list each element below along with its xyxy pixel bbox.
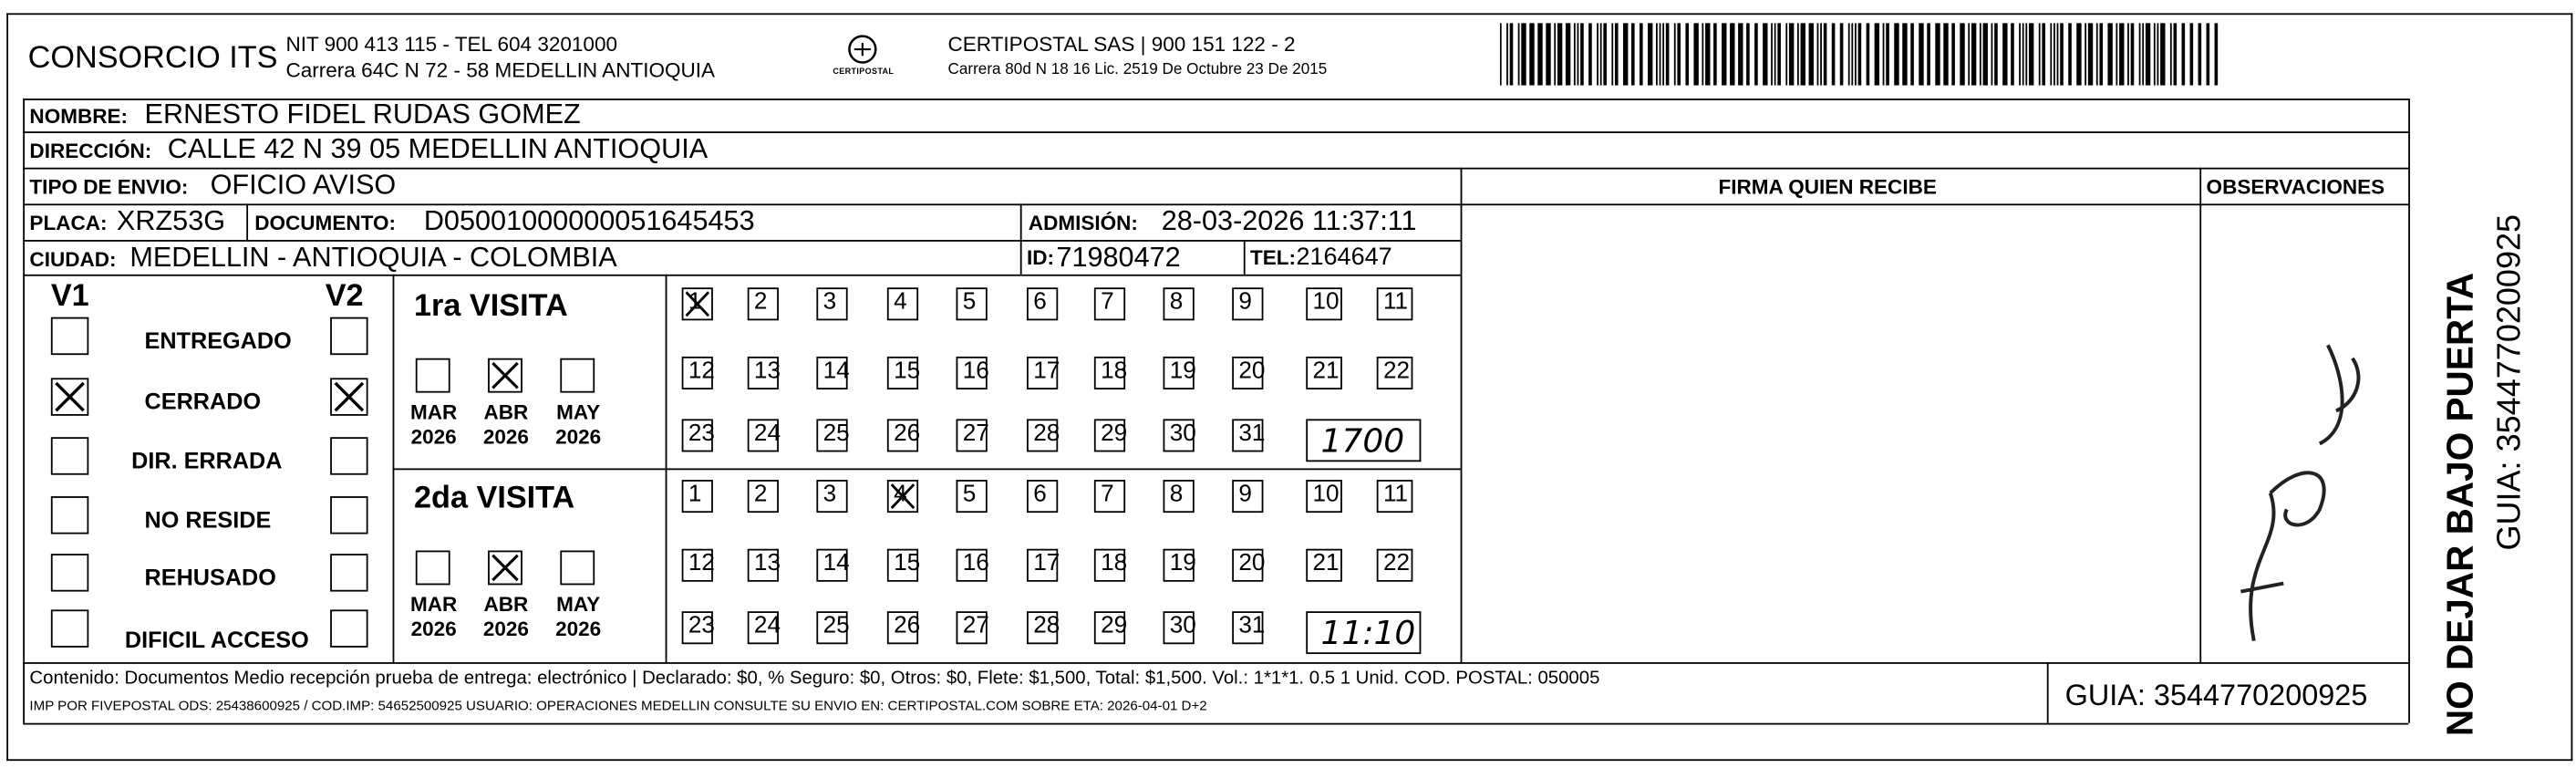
barcode-bar xyxy=(1971,23,1976,85)
grid-firma-divider xyxy=(1461,168,1463,662)
barcode-bar xyxy=(2107,23,2112,85)
barcode-bar xyxy=(1980,23,1981,85)
day-box-12[interactable]: 12 xyxy=(682,549,713,582)
footer-imp: IMP POR FIVEPOSTAL ODS: 25438600925 / COD.IMP: 54652500925 USUARIO: OPERACIONES MEDELLIN CONSULTE SU ENVIO EN: CERTIPOSTAL.COM SOBRE ETA: 2026-04-01 D+2 xyxy=(29,696,1207,713)
barcode-bar xyxy=(1557,23,1562,85)
day-box-19[interactable]: 19 xyxy=(1164,549,1195,582)
barcode-bar xyxy=(1840,23,1844,85)
barcode-bar xyxy=(1580,23,1584,85)
barcode-bar xyxy=(2127,23,2129,85)
month-year: 2026 xyxy=(482,425,529,449)
placa-value: XRZ53G xyxy=(116,205,226,237)
barcode-bar xyxy=(1660,23,1661,85)
day-box-2[interactable]: 2 xyxy=(748,480,779,513)
bottom-border xyxy=(6,759,2572,761)
barcode-bar xyxy=(1848,23,1850,85)
month-label: MAR xyxy=(409,593,458,617)
day-box-16[interactable]: 16 xyxy=(957,549,988,582)
barcode-bar xyxy=(1801,23,1805,85)
barcode-bar xyxy=(1702,23,1703,85)
month-label: MAY xyxy=(556,400,601,424)
day-box-5[interactable]: 5 xyxy=(957,287,988,320)
status-v2-checkbox[interactable] xyxy=(330,496,367,534)
barcode-bar xyxy=(1529,23,1534,85)
month-year: 2026 xyxy=(482,618,529,641)
day-box-24[interactable]: 24 xyxy=(748,611,779,644)
day-box-7[interactable]: 7 xyxy=(1094,287,1125,320)
day-box-9[interactable]: 9 xyxy=(1232,480,1263,513)
x-mark-icon xyxy=(490,552,521,583)
barcode-bar xyxy=(2085,23,2086,85)
visit-time-box: 1700 xyxy=(1306,419,1421,462)
month-year: 2026 xyxy=(555,618,602,641)
day-box-10[interactable]: 10 xyxy=(1306,480,1342,513)
barcode-bar xyxy=(2088,23,2093,85)
day-box-7[interactable]: 7 xyxy=(1094,480,1125,513)
direccion-label: DIRECCIÓN: xyxy=(29,140,152,163)
barcode-bar xyxy=(2060,23,2064,85)
barcode-bar xyxy=(1809,23,1814,85)
day-box-15[interactable]: 15 xyxy=(887,549,918,582)
day-box-20[interactable]: 20 xyxy=(1232,549,1263,582)
month-label: ABR xyxy=(483,593,529,617)
barcode-bar xyxy=(2190,23,2194,85)
tel-value: 2164647 xyxy=(1296,243,1392,272)
day-box-21[interactable]: 21 xyxy=(1306,549,1342,582)
grid-tel-divider xyxy=(1244,240,1246,275)
barcode-bar xyxy=(1935,23,1940,85)
barcode-bar xyxy=(2019,23,2021,85)
status-v2-checkbox[interactable] xyxy=(330,609,367,647)
barcode-bar xyxy=(1648,23,1652,85)
barcode-bar xyxy=(1774,23,1776,85)
month-checkbox[interactable] xyxy=(416,358,450,393)
barcode-bar xyxy=(2057,23,2059,85)
grid-line-5 xyxy=(23,275,1460,276)
day-box-31[interactable]: 31 xyxy=(1232,419,1263,451)
visit-title: 1ra VISITA xyxy=(414,289,568,324)
barcode-bar xyxy=(1510,23,1514,85)
day-box-8[interactable]: 8 xyxy=(1164,287,1195,320)
side-guia: GUIA: 3544770200925 xyxy=(2492,213,2529,551)
status-label: NO RESIDE xyxy=(144,505,272,533)
barcode-bar xyxy=(2068,23,2072,85)
status-v1-checkbox[interactable] xyxy=(51,437,88,474)
day-box-5[interactable]: 5 xyxy=(957,480,988,513)
nombre-value: ERNESTO FIDEL RUDAS GOMEZ xyxy=(144,99,581,130)
day-box-6[interactable]: 6 xyxy=(1027,287,1058,320)
day-box-13[interactable]: 13 xyxy=(748,549,779,582)
right-border xyxy=(2571,13,2573,761)
barcode-bar xyxy=(1623,23,1628,85)
barcode-bar xyxy=(1968,23,1970,85)
barcode-bar xyxy=(2160,23,2165,85)
status-v1-checkbox[interactable] xyxy=(51,317,88,355)
barcode-bar xyxy=(2096,23,2098,85)
day-box-29[interactable]: 29 xyxy=(1094,419,1125,451)
status-label: REHUSADO xyxy=(144,563,276,590)
status-label: ENTREGADO xyxy=(144,327,292,354)
barcode-bar xyxy=(2182,23,2186,85)
barcode-bar xyxy=(1597,23,1598,85)
day-box-15[interactable]: 15 xyxy=(887,357,918,389)
day-box-27[interactable]: 27 xyxy=(957,419,988,451)
barcode-bar xyxy=(1588,23,1592,85)
month-year: 2026 xyxy=(555,425,602,449)
grid-admision-divider xyxy=(1020,203,1022,274)
barcode-bar xyxy=(2042,23,2045,85)
barcode-bar xyxy=(1685,23,1689,85)
barcode-bar xyxy=(2157,23,2159,85)
day-box-31[interactable]: 31 xyxy=(1232,611,1263,644)
barcode-bar xyxy=(1600,23,1602,85)
company-nit-line: NIT 900 413 115 - TEL 604 3201000 xyxy=(285,33,618,57)
footer-contenido: Contenido: Documentos Medio recepción prueba de entrega: electrónico | Declarado: $0, % Seguro: $0, Otros: $0, Flete: $1,500, Total: $1,500. Vol.: 1*1*1. 0.5 1 Unid. COD. POSTAL: 050005 xyxy=(29,669,1600,689)
day-box-6[interactable]: 6 xyxy=(1027,480,1058,513)
day-box-2[interactable]: 2 xyxy=(748,287,779,320)
day-box-13[interactable]: 13 xyxy=(748,357,779,389)
day-box-22[interactable]: 22 xyxy=(1377,357,1413,389)
day-box-12[interactable]: 12 xyxy=(682,357,713,389)
top-border xyxy=(6,13,2572,15)
barcode-bar xyxy=(1546,23,1550,85)
month-label: MAY xyxy=(556,593,601,617)
day-box-18[interactable]: 18 xyxy=(1094,357,1125,389)
barcode-bar xyxy=(1640,23,1643,85)
admision-label: ADMISIÓN: xyxy=(1028,212,1138,235)
barcode-bar xyxy=(1771,23,1773,85)
grid-line-bottom xyxy=(23,723,2408,725)
v1-label: V1 xyxy=(50,279,89,315)
documento-label: DOCUMENTO: xyxy=(254,212,396,235)
barcode-bar xyxy=(2023,23,2024,85)
day-box-23[interactable]: 23 xyxy=(682,419,713,451)
day-box-30[interactable]: 30 xyxy=(1164,419,1195,451)
footer-guia: GUIA: 3544770200925 xyxy=(2064,679,2368,712)
v2-label: V2 xyxy=(325,279,364,315)
grid-obs-divider xyxy=(2199,168,2201,662)
month-checkbox[interactable] xyxy=(560,358,595,393)
x-mark-icon xyxy=(490,360,521,391)
day-box-22[interactable]: 22 xyxy=(1377,549,1413,582)
barcode-bar xyxy=(2116,23,2117,85)
barcode-bar xyxy=(2139,23,2141,85)
day-box-1[interactable]: 1 xyxy=(682,287,713,320)
month-year: 2026 xyxy=(410,618,457,641)
day-box-26[interactable]: 26 xyxy=(887,611,918,644)
tipo-envio-value: OFICIO AVISO xyxy=(210,169,397,201)
nombre-label: NOMBRE: xyxy=(29,105,129,129)
barcode-bar xyxy=(1824,23,1827,85)
day-box-28[interactable]: 28 xyxy=(1027,419,1058,451)
barcode-bar xyxy=(2099,23,2103,85)
barcode-bar xyxy=(2170,23,2172,85)
x-mark-icon xyxy=(683,289,711,318)
visit-panel-separator xyxy=(393,468,1461,470)
barcode-bar xyxy=(2039,23,2041,85)
day-box-9[interactable]: 9 xyxy=(1232,287,1263,320)
day-box-28[interactable]: 28 xyxy=(1027,611,1058,644)
month-year: 2026 xyxy=(410,425,457,449)
month-checkbox[interactable] xyxy=(416,551,450,586)
barcode-bar xyxy=(1983,23,1988,85)
signature-text xyxy=(2215,476,2223,478)
day-box-4[interactable]: 4 xyxy=(887,287,918,320)
status-label: CERRADO xyxy=(144,388,262,415)
barcode-bar xyxy=(1894,23,1898,85)
day-box-17[interactable]: 17 xyxy=(1027,357,1058,389)
barcode xyxy=(1500,23,2226,85)
barcode-bar xyxy=(1886,23,1889,85)
visit-title: 2da VISITA xyxy=(414,481,575,516)
id-label: ID: xyxy=(1027,246,1055,270)
barcode-bar xyxy=(1554,23,1556,85)
barcode-bar xyxy=(1883,23,1885,85)
status-v2-checkbox[interactable] xyxy=(330,554,367,591)
barcode-bar xyxy=(1785,23,1787,85)
day-box-19[interactable]: 19 xyxy=(1164,357,1195,389)
barcode-bar xyxy=(1927,23,1930,85)
barcode-bar xyxy=(2198,23,2202,85)
barcode-bar xyxy=(1754,23,1758,85)
barcode-bar xyxy=(1677,23,1681,85)
barcode-bar xyxy=(1722,23,1726,85)
barcode-bar xyxy=(1858,23,1862,85)
barcode-bar xyxy=(2119,23,2124,85)
grid-placa-divider xyxy=(246,203,248,240)
status-v2-checkbox[interactable] xyxy=(330,378,367,415)
grid-guia-divider xyxy=(2047,662,2049,723)
day-box-29[interactable]: 29 xyxy=(1094,611,1125,644)
ciudad-value: MEDELLIN - ANTIOQUIA - COLOMBIA xyxy=(129,241,617,274)
barcode-bar xyxy=(1521,23,1526,85)
day-box-3[interactable]: 3 xyxy=(816,480,847,513)
status-label: DIFICIL ACCESO xyxy=(124,626,309,653)
barcode-bar xyxy=(1730,23,1734,85)
barcode-bar xyxy=(1910,23,1914,85)
signature xyxy=(2205,312,2402,657)
barcode-bar xyxy=(1855,23,1857,85)
barcode-bar xyxy=(2142,23,2144,85)
left-border xyxy=(6,13,8,761)
day-box-11[interactable]: 11 xyxy=(1377,480,1413,513)
barcode-bar xyxy=(1994,23,1998,85)
barcode-bar xyxy=(1656,23,1658,85)
status-v1-checkbox[interactable] xyxy=(51,496,88,534)
barcode-bar xyxy=(1615,23,1619,85)
barcode-bar xyxy=(2025,23,2027,85)
x-mark-icon xyxy=(332,379,367,414)
day-box-11[interactable]: 11 xyxy=(1377,287,1413,320)
x-mark-icon xyxy=(53,379,88,414)
courier-line: CERTIPOSTAL SAS | 900 151 122 - 2 xyxy=(947,33,1296,57)
barcode-bar xyxy=(1991,23,1993,85)
month-label: MAR xyxy=(409,400,458,424)
barcode-bar xyxy=(2011,23,2014,85)
day-box-3[interactable]: 3 xyxy=(816,287,847,320)
barcode-bar xyxy=(2146,23,2150,85)
status-label: DIR. ERRADA xyxy=(131,447,283,473)
barcode-bar xyxy=(1820,23,1822,85)
barcode-bar xyxy=(1902,23,1907,85)
day-box-14[interactable]: 14 xyxy=(816,357,847,389)
status-v1-checkbox[interactable] xyxy=(51,609,88,647)
barcode-bar xyxy=(1705,23,1710,85)
status-v1-checkbox[interactable] xyxy=(51,378,88,415)
barcode-bar xyxy=(2174,23,2178,85)
ciudad-label: CIUDAD: xyxy=(29,248,117,272)
day-box-27[interactable]: 27 xyxy=(957,611,988,644)
barcode-bar xyxy=(2076,23,2081,85)
barcode-bar xyxy=(1746,23,1750,85)
placa-label: PLACA: xyxy=(29,212,108,235)
barcode-bar xyxy=(2054,23,2055,85)
firma-header: FIRMA QUIEN RECIBE xyxy=(1718,175,1937,199)
barcode-bar xyxy=(2215,23,2219,85)
barcode-bar xyxy=(1666,23,1670,85)
day-box-16[interactable]: 16 xyxy=(957,357,988,389)
day-box-30[interactable]: 30 xyxy=(1164,611,1195,644)
barcode-bar xyxy=(1943,23,1948,85)
status-v1-checkbox[interactable] xyxy=(51,554,88,591)
day-box-10[interactable]: 10 xyxy=(1306,287,1342,320)
x-mark-icon xyxy=(889,482,917,511)
grid-right xyxy=(2408,99,2410,723)
barcode-bar xyxy=(1951,23,1955,85)
barcode-bar xyxy=(1693,23,1698,85)
barcode-bar xyxy=(2131,23,2135,85)
company-name: CONSORCIO ITS xyxy=(27,41,278,76)
grid-left xyxy=(23,99,25,723)
day-box-23[interactable]: 23 xyxy=(682,611,713,644)
barcode-bar xyxy=(1500,23,1502,85)
side-no-dejar: NO DEJAR BAJO PUERTA xyxy=(2439,272,2481,737)
barcode-bar xyxy=(1662,23,1664,85)
barcode-bar xyxy=(2050,23,2052,85)
barcode-bar xyxy=(1797,23,1799,85)
day-box-26[interactable]: 26 xyxy=(887,419,918,451)
barcode-bar xyxy=(1851,23,1853,85)
admision-value: 28-03-2026 11:37:11 xyxy=(1161,205,1417,237)
month-checkbox[interactable] xyxy=(488,358,522,393)
visit-time-box: 11:10 xyxy=(1306,611,1421,654)
direccion-value: CALLE 42 N 39 05 MEDELLIN ANTIOQUIA xyxy=(167,132,709,165)
documento-value: D05001000000051645453 xyxy=(423,205,755,237)
month-label: ABR xyxy=(483,400,529,424)
barcode-bar xyxy=(1574,23,1576,85)
day-box-25[interactable]: 25 xyxy=(816,611,847,644)
status-v2-checkbox[interactable] xyxy=(330,437,367,474)
barcode-bar xyxy=(1506,23,1508,85)
id-value: 71980472 xyxy=(1056,241,1181,274)
barcode-bar xyxy=(1919,23,1923,85)
barcode-bar xyxy=(1518,23,1520,85)
barcode-bar xyxy=(1537,23,1542,85)
barcode-bar xyxy=(1817,23,1819,85)
tel-label: TEL: xyxy=(1250,246,1297,270)
barcode-bar xyxy=(2029,23,2033,85)
barcode-bar xyxy=(1832,23,1836,85)
day-box-4[interactable]: 4 xyxy=(887,480,918,513)
barcode-bar xyxy=(1674,23,1676,85)
barcode-bar xyxy=(1603,23,1607,85)
day-box-21[interactable]: 21 xyxy=(1306,357,1342,389)
barcode-bar xyxy=(1777,23,1781,85)
observaciones-header: OBSERVACIONES xyxy=(2206,175,2385,199)
barcode-bar xyxy=(1960,23,1964,85)
day-box-17[interactable]: 17 xyxy=(1027,549,1058,582)
barcode-bar xyxy=(1867,23,1870,85)
tipo-envio-label: TIPO DE ENVIO: xyxy=(29,175,189,199)
day-box-1[interactable]: 1 xyxy=(682,480,713,513)
barcode-bar xyxy=(1789,23,1794,85)
day-box-24[interactable]: 24 xyxy=(748,419,779,451)
barcode-bar xyxy=(1611,23,1613,85)
barcode-bar xyxy=(2002,23,2007,85)
day-box-18[interactable]: 18 xyxy=(1094,549,1125,582)
month-checkbox[interactable] xyxy=(488,551,522,586)
barcode-bar xyxy=(1631,23,1635,85)
barcode-bar xyxy=(1713,23,1717,85)
day-box-25[interactable]: 25 xyxy=(816,419,847,451)
month-checkbox[interactable] xyxy=(560,551,595,586)
certipostal-logo xyxy=(833,31,895,84)
grid-line-footer xyxy=(23,662,2408,664)
barcode-bar xyxy=(1738,23,1743,85)
barcode-bar xyxy=(1566,23,1570,85)
barcode-bar xyxy=(1875,23,1879,85)
day-box-20[interactable]: 20 xyxy=(1232,357,1263,389)
barcode-bar xyxy=(2154,23,2156,85)
logo-text: CERTIPOSTAL xyxy=(833,67,895,78)
barcode-bar xyxy=(1763,23,1767,85)
day-box-8[interactable]: 8 xyxy=(1164,480,1195,513)
status-v2-checkbox[interactable] xyxy=(330,317,367,355)
barcode-bar xyxy=(2207,23,2210,85)
license-line: Carrera 80d N 18 16 Lic. 2519 De Octubre 23 De 2015 xyxy=(947,60,1328,79)
barcode-bar xyxy=(1578,23,1579,85)
day-box-14[interactable]: 14 xyxy=(816,549,847,582)
company-address-line: Carrera 64C N 72 - 58 MEDELLIN ANTIOQUIA xyxy=(285,58,716,83)
